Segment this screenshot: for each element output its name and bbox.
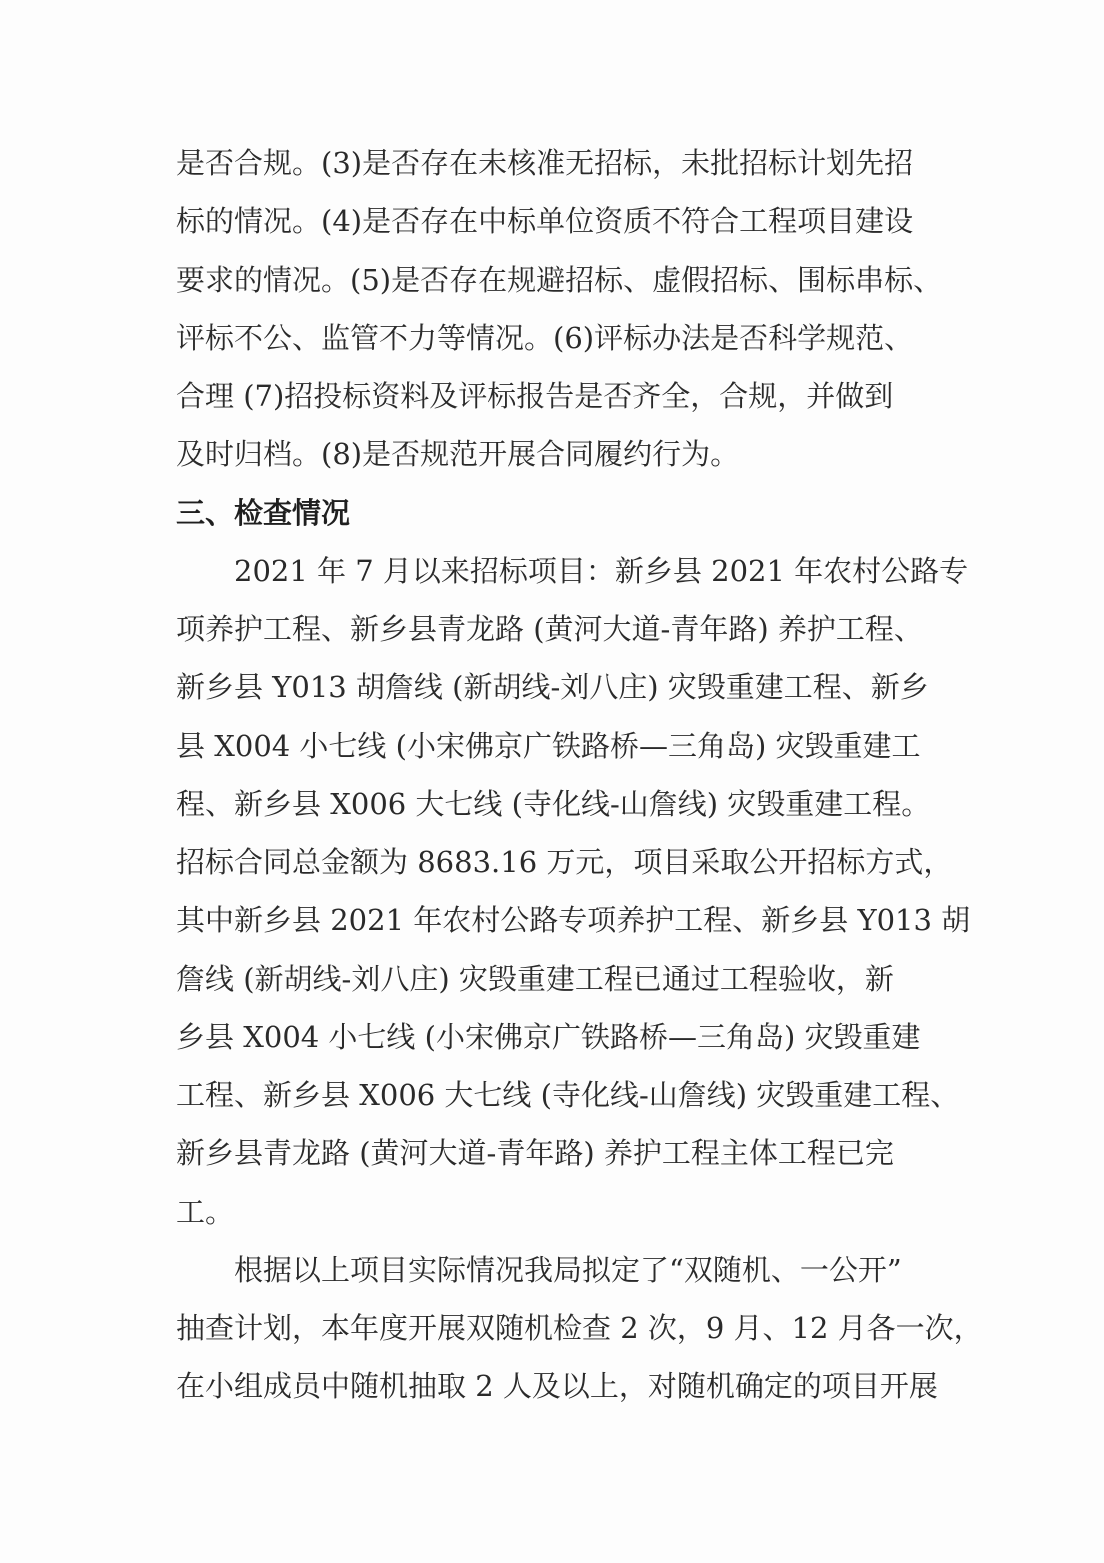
paragraph-line: 詹线 (新胡线-刘八庄) 灾毁重建工程已通过工程验收，新 xyxy=(176,962,894,996)
section-heading: 三、检查情况 xyxy=(176,496,351,530)
paragraph-line: 程、新乡县 X006 大七线 (寺化线-山詹线) 灾毁重建工程。 xyxy=(176,787,931,821)
paragraph-line: 工程、新乡县 X006 大七线 (寺化线-山詹线) 灾毁重建工程、 xyxy=(176,1078,960,1112)
paragraph-line: 其中新乡县 2021 年农村公路专项养护工程、新乡县 Y013 胡 xyxy=(176,903,971,937)
paragraph-line: 县 X004 小七线 (小宋佛京广铁路桥—三角岛) 灾毁重建工 xyxy=(176,729,921,763)
paragraph-line: 是否合规。(3)是否存在未核准无招标，未批招标计划先招 xyxy=(176,146,914,180)
paragraph-line: 在小组成员中随机抽取 2 人及以上，对随机确定的项目开展 xyxy=(176,1369,938,1403)
paragraph-line: 招标合同总金额为 8683.16 万元，项目采取公开招标方式， xyxy=(176,845,953,879)
paragraph-line: 新乡县青龙路 (黄河大道-青年路) 养护工程主体工程已完 xyxy=(176,1136,894,1170)
paragraph-line: 及时归档。(8)是否规范开展合同履约行为。 xyxy=(176,437,740,471)
paragraph-line: 2021 年 7 月以来招标项目：新乡县 2021 年农村公路专 xyxy=(234,554,969,588)
paragraph-line: 根据以上项目实际情况我局拟定了“双随机、一公开” xyxy=(234,1253,902,1287)
paragraph-line: 乡县 X004 小七线 (小宋佛京广铁路桥—三角岛) 灾毁重建 xyxy=(176,1020,921,1054)
paragraph-line: 工。 xyxy=(176,1195,235,1229)
paragraph-line: 要求的情况。(5)是否存在规避招标、虚假招标、围标串标、 xyxy=(176,263,943,297)
paragraph-line: 合理 (7)招投标资料及评标报告是否齐全，合规，并做到 xyxy=(176,379,894,413)
paragraph-line: 新乡县 Y013 胡詹线 (新胡线-刘八庄) 灾毁重建工程、新乡 xyxy=(176,670,929,704)
paragraph-line: 抽查计划，本年度开展双随机检查 2 次，9 月、12 月各一次， xyxy=(176,1311,983,1345)
paragraph-line: 项养护工程、新乡县青龙路 (黄河大道-青年路) 养护工程、 xyxy=(176,612,923,646)
paragraph-line: 标的情况。(4)是否存在中标单位资质不符合工程项目建设 xyxy=(176,204,914,238)
paragraph-line: 评标不公、监管不力等情况。(6)评标办法是否科学规范、 xyxy=(176,321,914,355)
